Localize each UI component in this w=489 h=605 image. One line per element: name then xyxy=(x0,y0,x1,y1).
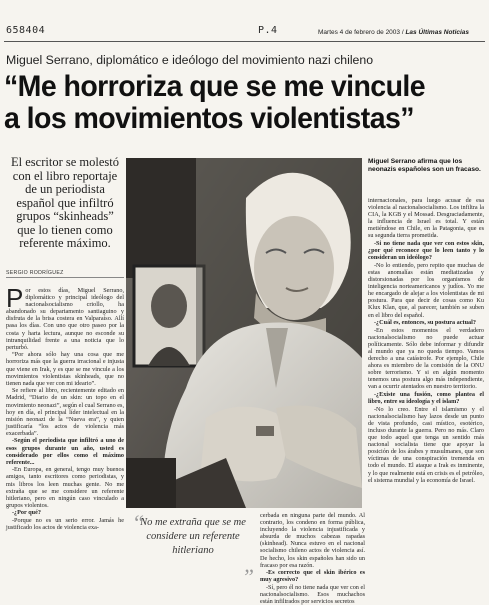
interview-question: -Si no tiene nada que ver con estos skin, ¿por qué reconoce que lo leen tanto y lo consideran un ideólogo? xyxy=(368,240,484,262)
kicker: Miguel Serrano, diplomático e ideólogo del movimiento nazi chileno xyxy=(6,53,374,67)
close-quote-mark: ” xyxy=(241,564,254,589)
article-paragraph: -Porque no es un serio error. Jamás he justificado los actos de violencia exa- xyxy=(6,517,124,532)
handwritten-archive-number: 658404 xyxy=(6,25,46,36)
portrait-photo xyxy=(126,158,362,508)
masthead-date: Martes 4 de febrero de 2003 xyxy=(318,29,401,36)
article-paragraph: cerbada en ninguna parte del mundo. Al contrario, los condeno en forma pública, incluyendo la violencia injustificada y absurda de muchos cabezas rapadas (skinhead). Nunca estuvo en el nacional socialismo chileno actos de violencia así. De hecho, los skin españoles han sido un fracaso por esa razón. xyxy=(260,512,365,569)
masthead-paper: Las Últimas Noticias xyxy=(405,29,470,36)
pull-quote xyxy=(130,512,256,598)
headline xyxy=(4,71,464,135)
article-paragraph: or estos días, Miguel Serrano, diplomático y principal ideólogo del nacionalsocialismo criollo, ha abandonado su departamento santiaguino y disfruta de la brisa costera en Valparaíso. Allí pasa los días. Con uno que otro paseo por la costa y harta lectura, aunque no esconde su intranquilidad frente a una noticia que lo perturbó. xyxy=(6,287,124,351)
article-column-2 xyxy=(260,512,365,605)
interview-question: -¿Existe una fusión, como plantea el libro, entre su ideología y el islam? xyxy=(368,391,484,406)
article-column-1 xyxy=(6,283,124,598)
interview-question: -¿Cuál es, entonces, su postura actual? xyxy=(374,319,476,327)
column-2-body xyxy=(260,512,365,605)
masthead xyxy=(318,29,486,36)
column-3-body xyxy=(368,197,484,484)
pull-quote-text: No me extraña que se me considere un referente hitleriano xyxy=(140,517,246,556)
article-paragraph: -No lo entiendo, pero repito que muchas de estas anomalías están mediatizadas y distorsionadas por los organismos de inteligencia norteamericanos y judíos. Yo me he encargado de alejar a los violentistas de mi postura. Para que decir de cosas como Ku Klux Klan, que, al parecer, también se suben en el libro del español. xyxy=(368,261,484,319)
headline-line-2: a los movimientos violentistas” xyxy=(4,102,414,135)
article-paragraph: -Sí, pero él no tiene nada que ver con el nacionalsocialismo. Esos muchachos están infiltrados por servicios secretos xyxy=(260,583,365,605)
article-paragraph: “Por ahora sólo hay una cosa que me horroriza más que la guerra irracional e injusta que viene en Irak, y es que se me vincule a los movimientos violentistas skinheads, que no tienen nada que ver con mi ideario”. xyxy=(6,351,124,387)
interview-question: -Según el periodista que infiltró a uno de esos grupos durante un año, usted es considerado por ellos como el máximo referente... xyxy=(6,437,124,466)
article-column-3 xyxy=(368,197,484,598)
article-paragraph: Se refiere al libro, recientemente editado en Madrid, “Diario de un skin: un topo en el movimiento neonazi”, según el cual Serrano es, hoy en día, el principal líder intelectual en la misión neonazi de la “Nueva era”, y quien justificaría “los actos de violencia más exacerbada”. xyxy=(6,387,124,437)
article-paragraph: internacionales, para luego acusar de esa violencia al nacionalsocialismo. Los infiltra la CIA, la KGB y el Mossad. Desgraciadamente, la influencia de Israel es total. Y están metiéndose en Chile, en la Patagonia, que es su segunda tierra prometida. xyxy=(368,197,484,240)
headline-line-1: “Me horroriza que se me vincule xyxy=(4,70,426,103)
photo-caption: Miguel Serrano afirma que los neonazis españoles son un fracaso. xyxy=(368,158,481,173)
article-paragraph: -En estos momentos el verdadero nacionalsocialismo no puede actuar políticamente. Sólo debe informar y difundir al mundo que ya no queda tiempo. Vamos derecho a una catástrofe. Por ejemplo, Chile ahora es miembro de la comisión de la ONU sobre terrorismo. Y si en algún momento tenemos una postura algo más independiente, van a ocurrir atentados en nuestro territorio. xyxy=(368,326,484,391)
byline: SERGIO RODRÍGUEZ xyxy=(6,270,124,278)
open-quote-mark: “ xyxy=(132,510,145,535)
masthead-rule xyxy=(4,41,485,42)
article-paragraph: -No lo creo. Entre el islamismo y el nacionalsocialismo hay lazos desde un punto de vista profundo, casi místico, esotérico, incluso durante la guerra. Pero no más. Claro que todo aquel que tenga un sentido más nacional socialista tiene que apoyar la posición de los árabes y musulmanes, que son víctimas de una conspiración tremenda en todo el mundo. El ataque a Irak es inminente, y lo que realmente está en crisis es el petróleo, el sistema mundial y la economía de Israel. xyxy=(368,405,484,484)
masthead-separator: / xyxy=(400,29,406,36)
dropcap: P xyxy=(6,283,24,313)
deck: El escritor se molestó con el libro reportaje de un periodista español que infiltró grupos “skinheads” que lo tienen como referente máximo. xyxy=(11,155,119,250)
interview-question: -¿Por qué? xyxy=(12,509,41,517)
handwritten-page-mark: P.4 xyxy=(258,25,278,36)
article-paragraph: -En Europa, en general, tengo muy buenos amigos, tanto escritores como periodistas, y mis libros los leen muchas gente. No me extraña que se me considere un referente hitleriano, pero en ningún caso vinculado a grupos violentos. xyxy=(6,466,124,509)
column-1-body xyxy=(6,283,124,532)
portrait-photo-image xyxy=(126,158,362,508)
interview-question: -Es correcto que el skin ibérico es muy agresivo? xyxy=(260,569,365,584)
